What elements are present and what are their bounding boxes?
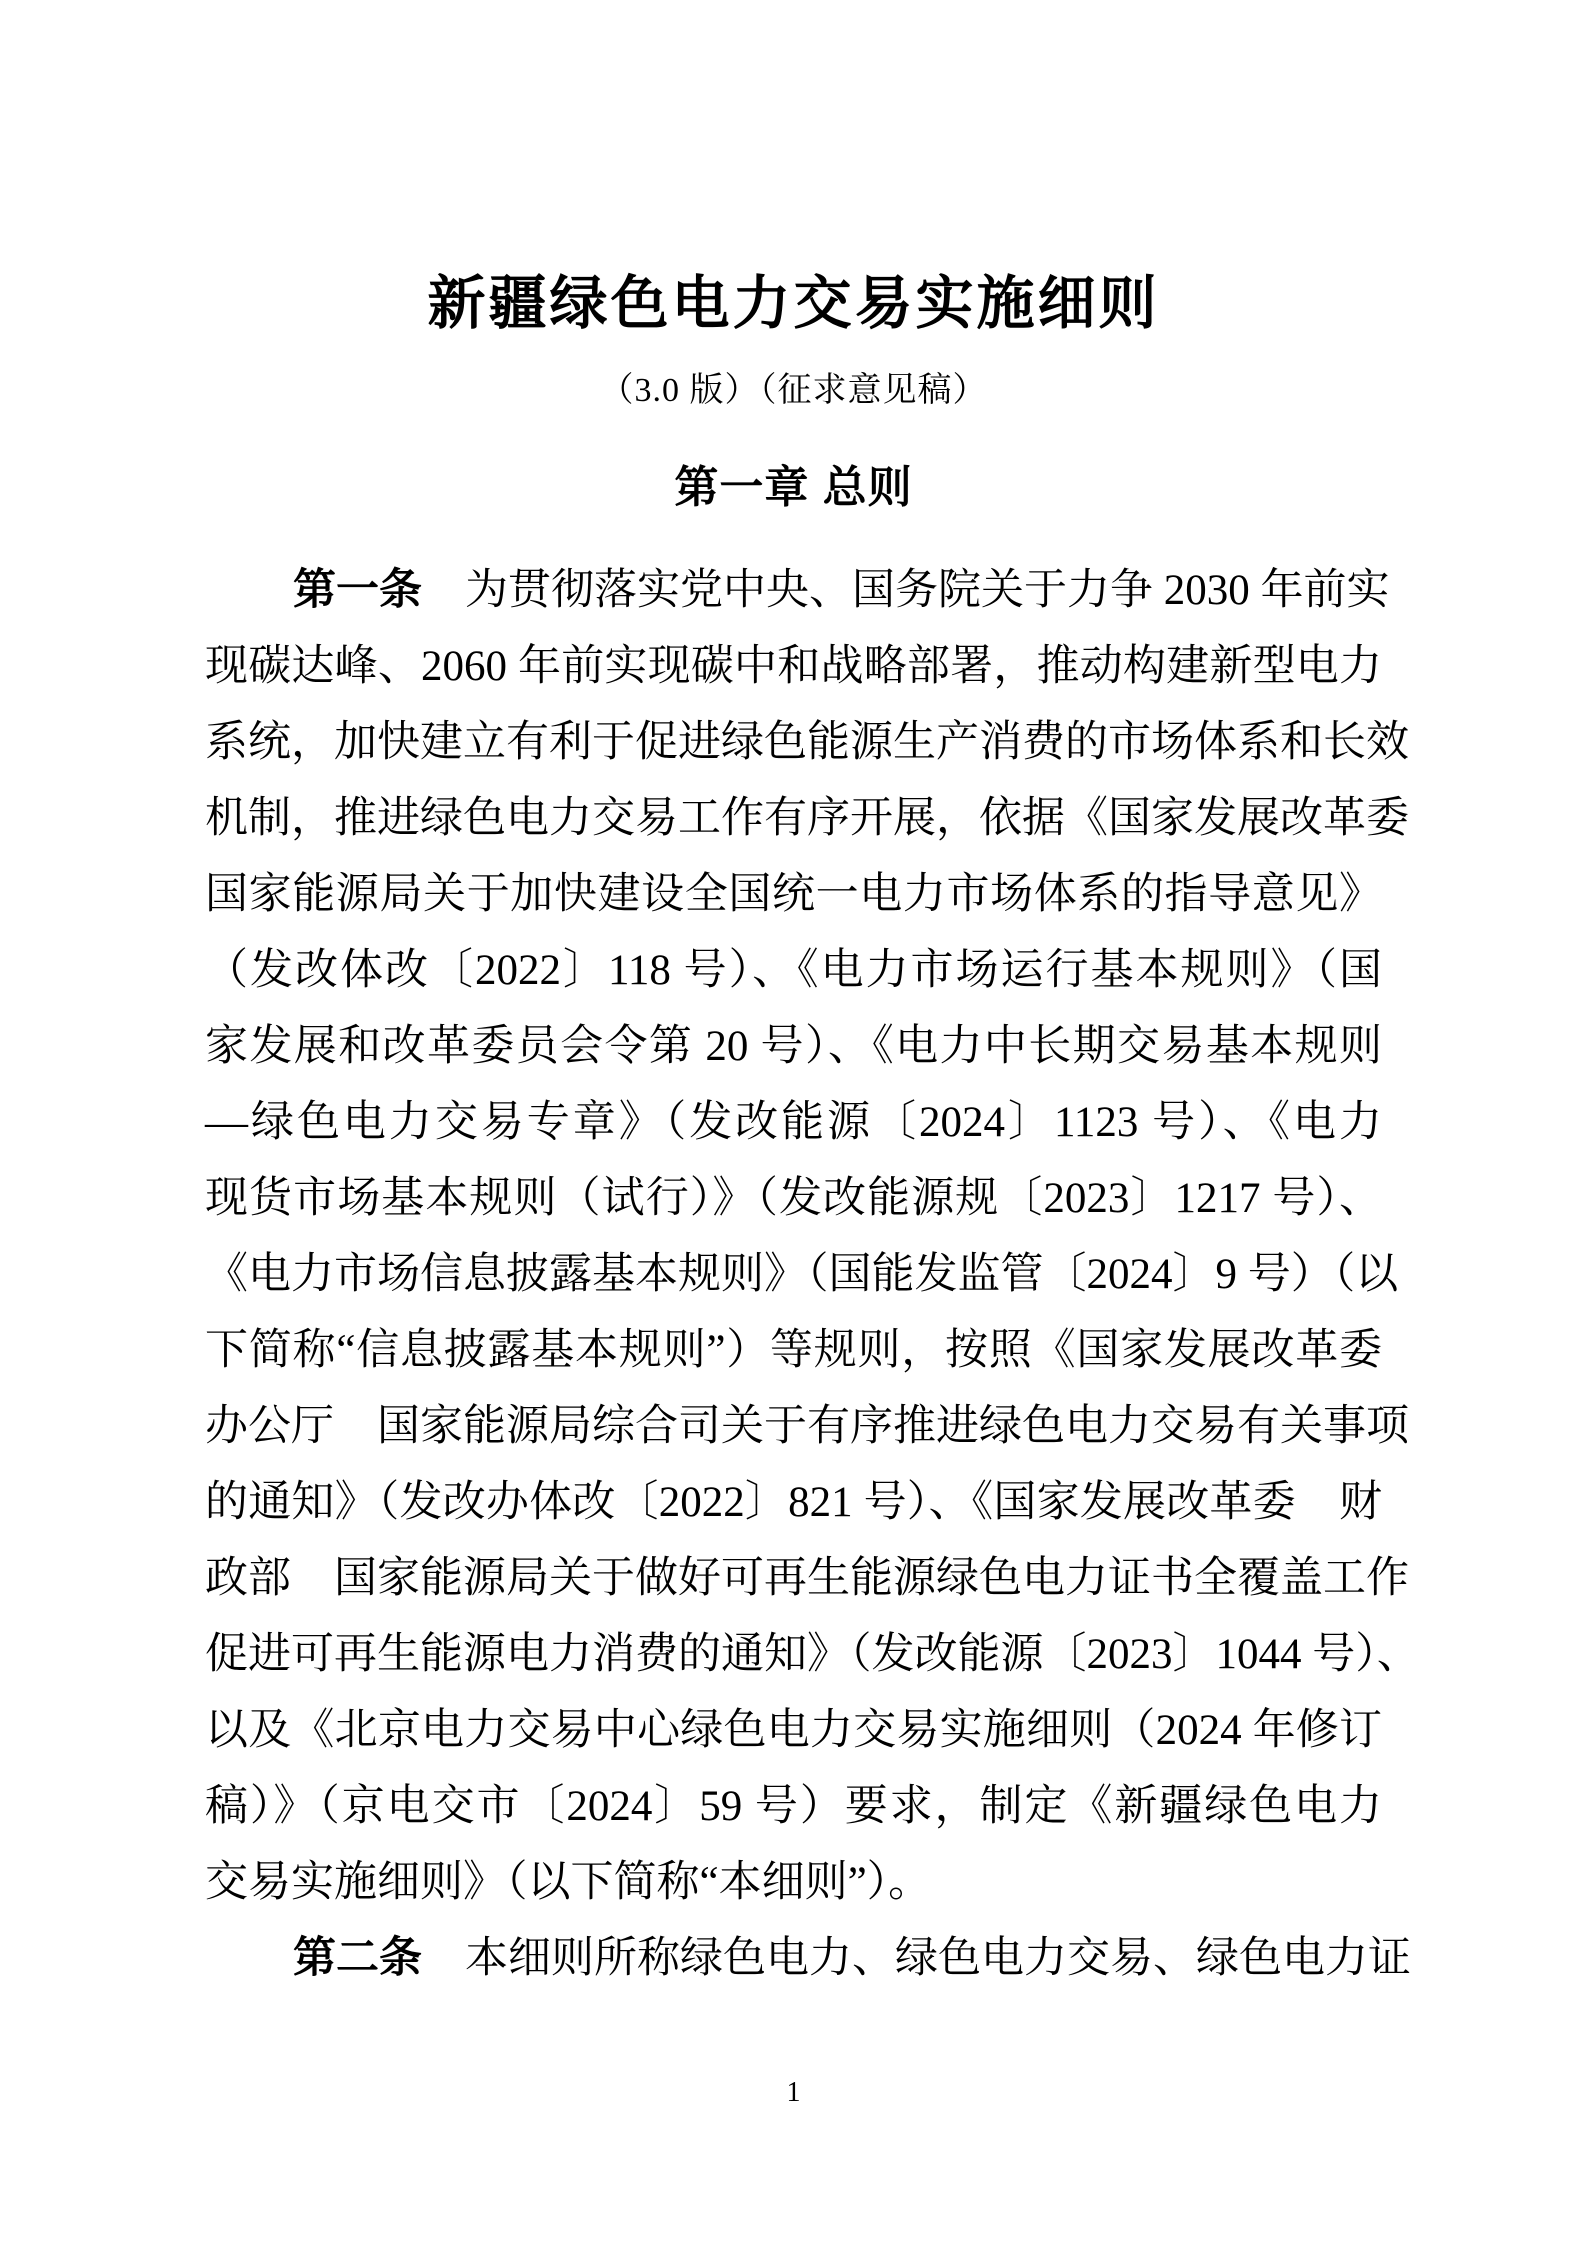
- body-line: 家发展和改革委员会令第 20 号）、《电力中长期交易基本规则: [205, 1023, 1382, 1070]
- body-line: 的通知》（发改办体改〔2022〕821 号）、《国家发展改革委 财: [205, 1479, 1382, 1526]
- page-number: 1: [786, 2077, 801, 2108]
- document-title: 新疆绿色电力交易实施细则: [427, 271, 1160, 336]
- chapter-heading: 第一章 总则: [674, 463, 913, 512]
- document-subtitle: （3.0 版）（征求意见稿）: [599, 372, 988, 409]
- body-line: 国家能源局关于加快建设全国统一电力市场体系的指导意见》: [205, 871, 1382, 918]
- body-line: 交易实施细则》（以下简称“本细则”）。: [205, 1859, 932, 1906]
- body-line: 《电力市场信息披露基本规则》（国能发监管〔2024〕9 号）（以: [205, 1251, 1399, 1298]
- body-line: —绿色电力交易专章》（发改能源〔2024〕1123 号）、《电力: [205, 1099, 1382, 1146]
- body-line: 第一条 为贯彻落实党中央、国务院关于力争 2030 年前实: [293, 567, 1390, 614]
- body-line: 办公厅 国家能源局综合司关于有序推进绿色电力交易有关事项: [205, 1403, 1409, 1450]
- article-number-label: 第二条: [293, 1935, 422, 1982]
- body-line: 第二条 本细则所称绿色电力、绿色电力交易、绿色电力证: [293, 1935, 1411, 1982]
- body-line: 系统，加快建立有利于促进绿色能源生产消费的市场体系和长效: [205, 719, 1409, 766]
- body-line: 现货市场基本规则（试行）》（发改能源规〔2023〕1217 号）、: [205, 1175, 1382, 1222]
- body-line: 机制，推进绿色电力交易工作有序开展，依据《国家发展改革委: [205, 795, 1409, 842]
- document-body: [0, 553, 1587, 1997]
- paragraph: [205, 1921, 1411, 1997]
- body-line: 以及《北京电力交易中心绿色电力交易实施细则（2024 年修订: [205, 1707, 1382, 1754]
- paragraph: [205, 553, 1420, 1921]
- body-line: 政部 国家能源局关于做好可再生能源绿色电力证书全覆盖工作: [205, 1555, 1409, 1602]
- body-line: 现碳达峰、2060 年前实现碳中和战略部署，推动构建新型电力: [205, 643, 1382, 690]
- body-line: 下简称“信息披露基本规则”）等规则，按照《国家发展改革委: [205, 1327, 1382, 1374]
- body-line: （发改体改〔2022〕118 号）、《电力市场运行基本规则》（国: [205, 947, 1382, 994]
- article-number-label: 第一条: [293, 567, 422, 614]
- body-line: 稿）》（京电交市〔2024〕59 号）要求，制定《新疆绿色电力: [205, 1783, 1382, 1830]
- body-line: 促进可再生能源电力消费的通知》（发改能源〔2023〕1044 号）、: [205, 1631, 1420, 1678]
